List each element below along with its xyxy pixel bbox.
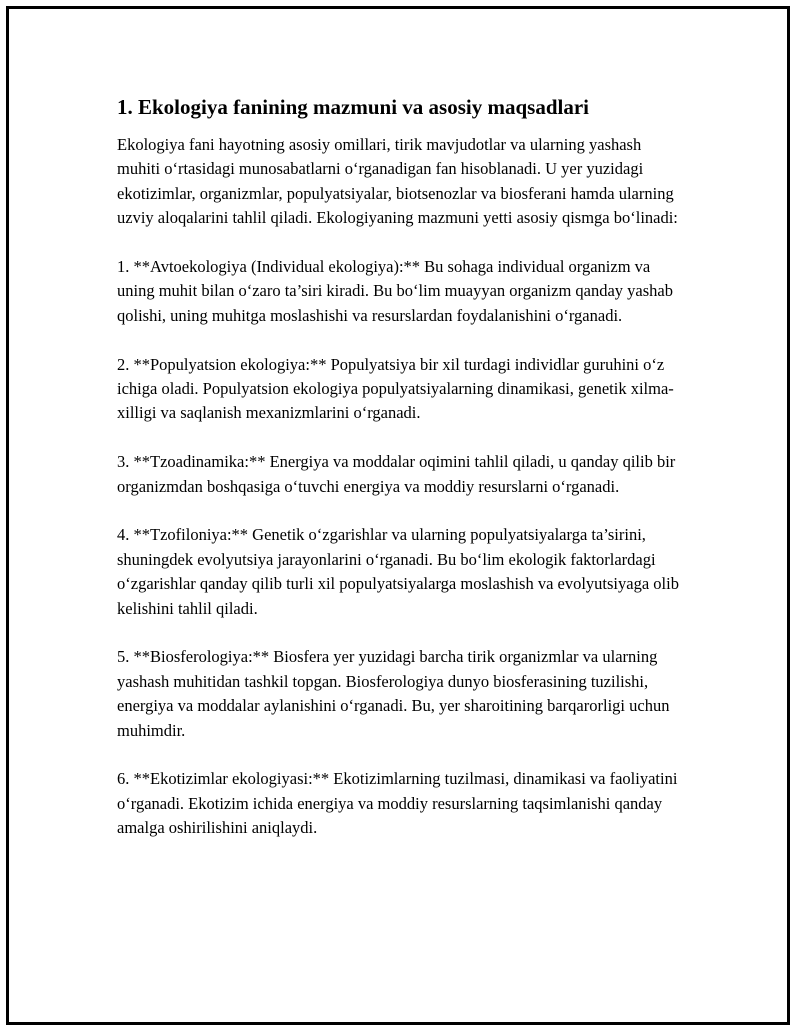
item-populyatsion-ekologiya: 2. **Populyatsion ekologiya:** Populyatsiya bir xil turdagi individlar guruhini o‘z ichiga oladi. Populyatsion ekologiya populyatsiyalarning dinamikasi, genetik xilma-xilligi va saqlanish mexanizmlarini o‘rganadi. bbox=[117, 354, 674, 423]
item-ekotizimlar-ekologiyasi: 6. **Ekotizimlar ekologiyasi:** Ekotizimlarning tuzilmasi, dinamikasi va faoliyatini o‘rganadi. Ekotizim ichida energiya va moddiy resurslarning taqsimlanishi qanday amalga oshirilishini aniqlaydi. bbox=[117, 769, 678, 838]
intro-paragraph: Ekologiya fani hayotning asosiy omillari, tirik mavjudotlar va ularning yashash muhiti o‘rtasidagi munosabatlarni o‘rganadigan fan hisoblanadi. U yer yuzidagi ekotizimlar, organizmlar, populyatsiyalar, biotsenozlar va biosferani hamda ularning uzviy aloqalarini tahlil qiladi. Ekologiyaning mazmuni yetti asosiy qismga bo‘linadi: bbox=[117, 135, 678, 228]
document-body bbox=[117, 94, 682, 865]
item-tzofiloniya: 4. **Tzofiloniya:** Genetik o‘zgarishlar va ularning populyatsiyalarga ta’sirini, shuningdek evolyutsiya jarayonlarini o‘rganadi. Bu bo‘lim ekologik faktorlardagi o‘zgarishlar qanday qilib turli xil populyatsiyalarga moslashish va evolyutsiyaga olib kelishini tahlil qiladi. bbox=[117, 525, 679, 618]
item-tzoadinamika: 3. **Tzoadinamika:** Energiya va moddalar oqimini tahlil qiladi, u qanday qilib bir organizmdan boshqasiga o‘tuvchi energiya va moddiy resurslarni o‘rganadi. bbox=[117, 452, 676, 496]
item-avtoekologiya: 1. **Avtoekologiya (Individual ekologiya):** Bu sohaga individual organizm va uning muhit bilan o‘zaro ta’siri kiradi. Bu bo‘lim muayyan organizm qanday yashab qolishi, uning muhitga moslashishi va resurslardan foydalanishini o‘rganadi. bbox=[117, 257, 673, 325]
section-heading: 1. Ekologiya fanining mazmuni va asosiy maqsadlari bbox=[117, 95, 589, 119]
item-biosferologiya: 5. **Biosferologiya:** Biosfera yer yuzidagi barcha tirik organizmlar va ularning yashash muhitidan tashkil topgan. Biosferologiya dunyo biosferasining tuzilishi, energiya va moddalar aylanishini o‘rganadi. Bu, yer sharoitining barqarorligi uchun muhimdir. bbox=[117, 647, 670, 740]
